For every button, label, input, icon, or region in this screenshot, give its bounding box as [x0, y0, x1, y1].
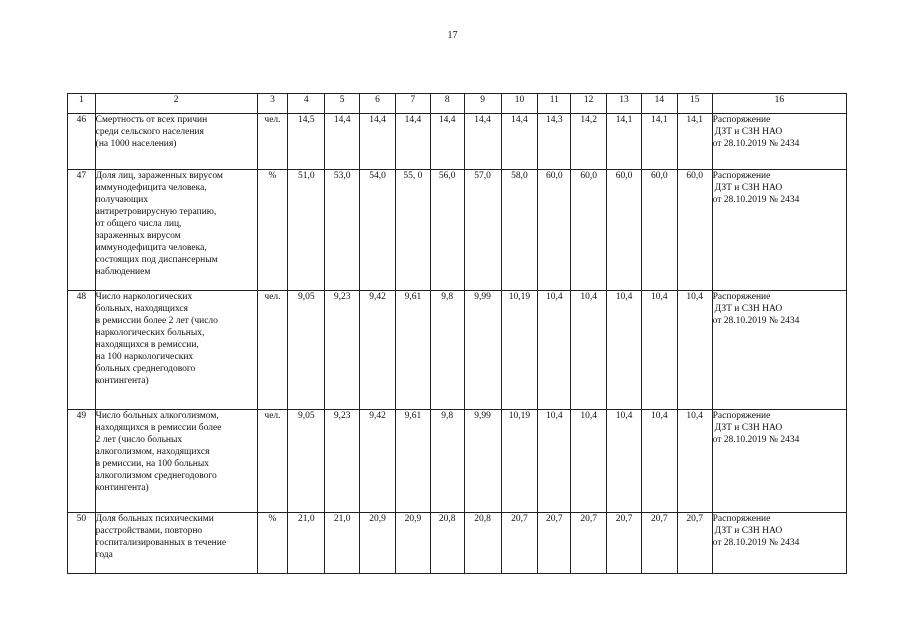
source-line: ДЗТ и СЗН НАО — [714, 304, 783, 314]
value-cell: 9,23 — [325, 410, 360, 513]
row-number: 50 — [68, 513, 96, 574]
value-cell: 14,1 — [641, 114, 677, 170]
indicator-name-line: получающих — [95, 195, 149, 205]
source-line: Распоряжение — [712, 115, 771, 125]
source-line: от 28.10.2019 № 2434 — [712, 139, 800, 149]
indicator-name-line: (на 1000 населения) — [95, 139, 177, 149]
source-line: Распоряжение — [712, 411, 771, 421]
indicator-name-line: иммунодефицита человека, — [95, 183, 207, 193]
value-cell: 14,4 — [395, 114, 430, 170]
value-cell: 21,0 — [325, 513, 360, 574]
source-line: Распоряжение — [712, 514, 771, 524]
column-header: 15 — [677, 94, 712, 114]
value-cell: 10,4 — [641, 410, 677, 513]
value-cell: 20,7 — [677, 513, 712, 574]
value-cell: 9,61 — [395, 410, 430, 513]
unit-cell: % — [257, 170, 288, 291]
unit-cell: чел. — [257, 410, 288, 513]
indicator-name-line: контингента) — [95, 483, 149, 493]
value-cell: 10,4 — [571, 291, 607, 410]
value-cell: 20,7 — [538, 513, 571, 574]
row-number: 46 — [68, 114, 96, 170]
column-header: 3 — [257, 94, 288, 114]
column-header: 9 — [464, 94, 501, 114]
indicator-name-line: Доля больных психическими — [95, 514, 214, 524]
source-line: Распоряжение — [712, 171, 771, 181]
indicator-name-line: находящихся в ремиссии, — [95, 340, 199, 350]
indicator-name-line: зараженных вирусом — [95, 231, 181, 241]
value-cell: 60,0 — [641, 170, 677, 291]
indicator-name-line: Смертность от всех причин — [95, 115, 208, 125]
value-cell: 10,4 — [677, 410, 712, 513]
source-line: от 28.10.2019 № 2434 — [712, 316, 800, 326]
value-cell: 10,19 — [501, 410, 538, 513]
source-cell — [712, 170, 846, 291]
value-cell: 20,8 — [464, 513, 501, 574]
value-cell: 56,0 — [430, 170, 464, 291]
value-cell: 9,61 — [395, 291, 430, 410]
value-cell: 57,0 — [464, 170, 501, 291]
column-header: 14 — [641, 94, 677, 114]
value-cell: 60,0 — [607, 170, 642, 291]
table-row — [68, 291, 847, 410]
indicator-name-line: иммунодефицита человека, — [95, 243, 207, 253]
indicator-name-line: среди сельского населения — [95, 127, 204, 137]
value-cell: 20,7 — [501, 513, 538, 574]
indicator-name-line: в ремиссии более 2 лет (число — [95, 316, 218, 326]
column-header: 6 — [360, 94, 396, 114]
indicator-name-line: антиретровирусную терапию, — [95, 207, 217, 217]
value-cell: 14,5 — [288, 114, 325, 170]
source-line: от 28.10.2019 № 2434 — [712, 435, 800, 445]
value-cell: 10,4 — [677, 291, 712, 410]
source-line: ДЗТ и СЗН НАО — [714, 183, 783, 193]
indicator-name-line: больных среднегодового — [95, 364, 196, 374]
table-row — [68, 114, 847, 170]
value-cell: 10,4 — [571, 410, 607, 513]
source-line: Распоряжение — [712, 292, 771, 302]
value-cell: 14,2 — [571, 114, 607, 170]
indicator-name-line: расстройствами, повторно — [95, 526, 203, 536]
value-cell: 9,99 — [464, 410, 501, 513]
source-line: от 28.10.2019 № 2434 — [712, 195, 800, 205]
indicator-name-line: на 100 наркологических — [95, 352, 194, 362]
indicator-name-line: Число больных алкоголизмом, — [95, 411, 219, 421]
indicator-name-line: алкоголизмом, находящихся — [95, 447, 210, 457]
value-cell: 20,9 — [360, 513, 396, 574]
value-cell: 21,0 — [288, 513, 325, 574]
value-cell: 55, 0 — [395, 170, 430, 291]
value-cell: 20,7 — [607, 513, 642, 574]
indicator-name-line: наблюдением — [95, 267, 151, 277]
indicator-name — [95, 513, 257, 574]
column-header: 2 — [95, 94, 257, 114]
indicator-name-line: больных, находящихся — [95, 304, 188, 314]
value-cell: 51,0 — [288, 170, 325, 291]
indicator-name — [95, 291, 257, 410]
indicator-name-line: Доля лиц, зараженных вирусом — [95, 171, 223, 181]
value-cell: 10,19 — [501, 291, 538, 410]
source-cell — [712, 291, 846, 410]
table-row — [68, 410, 847, 513]
value-cell: 14,1 — [677, 114, 712, 170]
value-cell: 14,4 — [430, 114, 464, 170]
indicator-name-line: госпитализированных в течение — [95, 538, 227, 548]
value-cell: 14,4 — [325, 114, 360, 170]
value-cell: 9,42 — [360, 410, 396, 513]
value-cell: 20,9 — [395, 513, 430, 574]
indicator-name-line: года — [95, 550, 113, 560]
value-cell: 14,3 — [538, 114, 571, 170]
source-line: от 28.10.2019 № 2434 — [712, 538, 800, 548]
column-header: 5 — [325, 94, 360, 114]
value-cell: 54,0 — [360, 170, 396, 291]
value-cell: 9,05 — [288, 291, 325, 410]
column-header: 4 — [288, 94, 325, 114]
unit-cell: % — [257, 513, 288, 574]
indicator-name — [95, 170, 257, 291]
row-number: 47 — [68, 170, 96, 291]
value-cell: 10,4 — [641, 291, 677, 410]
table-row — [68, 513, 847, 574]
value-cell: 9,8 — [430, 291, 464, 410]
page-number: 17 — [447, 30, 458, 41]
indicator-name — [95, 410, 257, 513]
value-cell: 14,1 — [607, 114, 642, 170]
indicator-name-line: состоящих под диспансерным — [95, 255, 218, 265]
indicator-name-line: наркологических больных, — [95, 328, 205, 338]
column-header: 13 — [607, 94, 642, 114]
source-cell — [712, 513, 846, 574]
value-cell: 9,23 — [325, 291, 360, 410]
column-header: 12 — [571, 94, 607, 114]
row-number: 48 — [68, 291, 96, 410]
value-cell: 20,7 — [571, 513, 607, 574]
value-cell: 9,42 — [360, 291, 396, 410]
indicator-name — [95, 114, 257, 170]
header-row — [68, 94, 847, 114]
value-cell: 53,0 — [325, 170, 360, 291]
value-cell: 14,4 — [501, 114, 538, 170]
unit-cell: чел. — [257, 291, 288, 410]
column-header: 10 — [501, 94, 538, 114]
source-line: ДЗТ и СЗН НАО — [714, 127, 783, 137]
column-header: 7 — [395, 94, 430, 114]
indicators-table — [67, 93, 847, 574]
source-line: ДЗТ и СЗН НАО — [714, 526, 783, 536]
indicator-name-line: Число наркологических — [95, 292, 193, 302]
value-cell: 9,8 — [430, 410, 464, 513]
indicator-name-line: в ремиссии, на 100 больных — [95, 459, 209, 469]
value-cell: 10,4 — [607, 410, 642, 513]
value-cell: 10,4 — [538, 291, 571, 410]
value-cell: 20,8 — [430, 513, 464, 574]
indicator-name-line: от общего числа лиц, — [95, 219, 182, 229]
value-cell: 60,0 — [538, 170, 571, 291]
column-header: 8 — [430, 94, 464, 114]
source-cell — [712, 410, 846, 513]
indicator-name-line: алкоголизмом среднегодового — [95, 471, 217, 481]
value-cell: 10,4 — [538, 410, 571, 513]
indicator-name-line: находящихся в ремиссии более — [95, 423, 222, 433]
row-number: 49 — [68, 410, 96, 513]
value-cell: 14,4 — [360, 114, 396, 170]
source-line: ДЗТ и СЗН НАО — [714, 423, 783, 433]
table-row — [68, 170, 847, 291]
indicator-name-line: контингента) — [95, 376, 149, 386]
column-header: 16 — [712, 94, 846, 114]
indicator-name-line: 2 лет (число больных — [95, 435, 183, 445]
value-cell: 60,0 — [571, 170, 607, 291]
column-header: 1 — [68, 94, 96, 114]
value-cell: 58,0 — [501, 170, 538, 291]
value-cell: 9,05 — [288, 410, 325, 513]
column-header: 11 — [538, 94, 571, 114]
unit-cell: чел. — [257, 114, 288, 170]
value-cell: 14,4 — [464, 114, 501, 170]
value-cell: 10,4 — [607, 291, 642, 410]
value-cell: 60,0 — [677, 170, 712, 291]
source-cell — [712, 114, 846, 170]
value-cell: 20,7 — [641, 513, 677, 574]
value-cell: 9,99 — [464, 291, 501, 410]
